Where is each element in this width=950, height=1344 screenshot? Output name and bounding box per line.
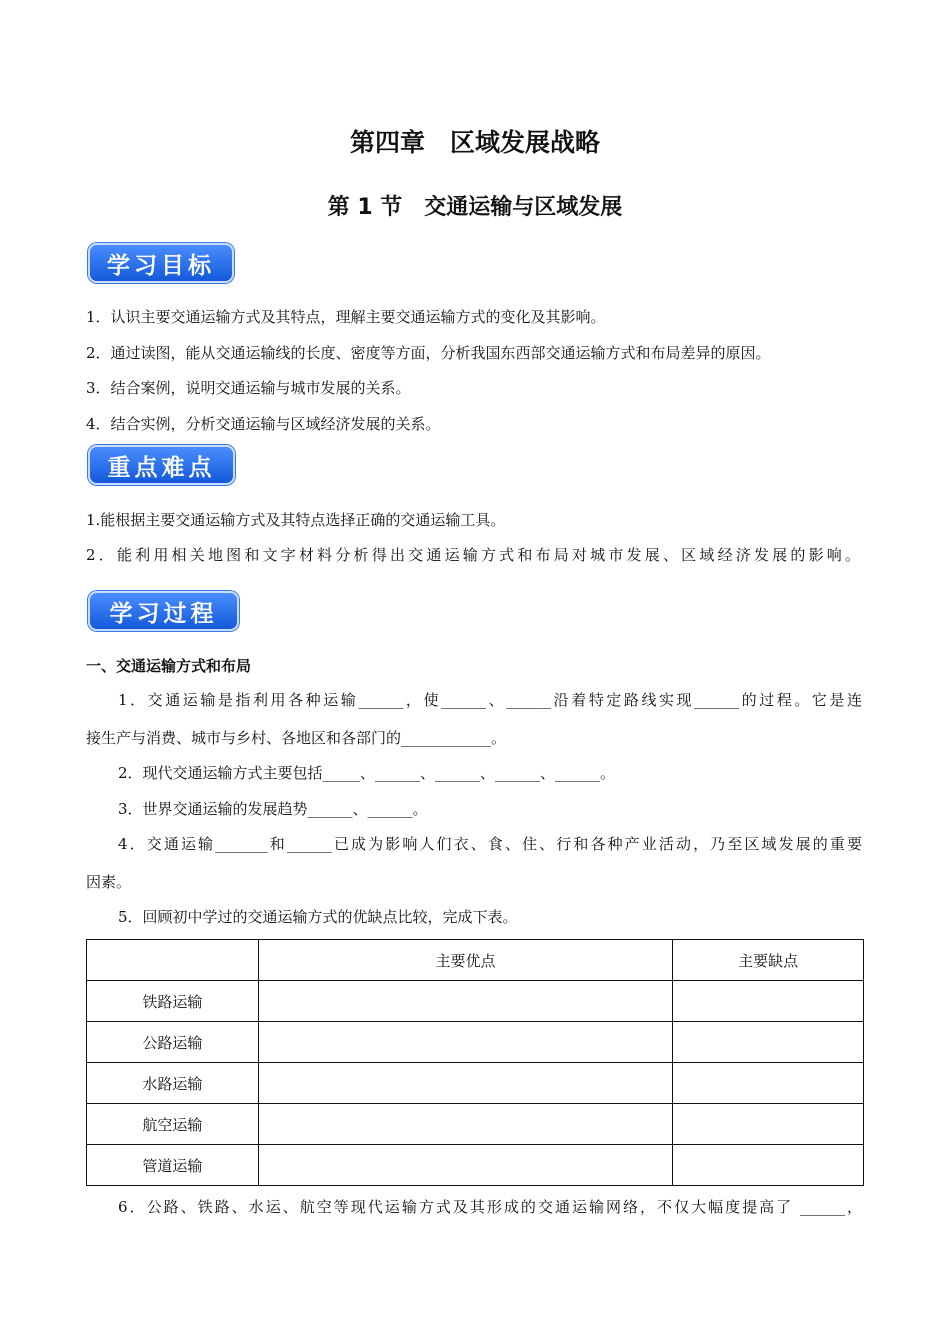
table-cell-advantages[interactable]	[258, 981, 672, 1022]
key-point-1: 1.能根据主要交通运输方式及其特点选择正确的交通运输工具。	[86, 511, 506, 529]
chapter-title: 第四章 区域发展战略	[349, 128, 600, 157]
table-cell-disadvantages[interactable]	[673, 1063, 864, 1104]
table-row-label: 管道运输	[87, 1145, 259, 1186]
table-row-label: 铁路运输	[87, 981, 259, 1022]
table-cell-disadvantages[interactable]	[673, 1145, 864, 1186]
table-cell-disadvantages[interactable]	[673, 1022, 864, 1063]
table-cell-advantages[interactable]	[258, 1022, 672, 1063]
question-1-line-1: 1．交通运输是指利用各种运输______，使______、______沿着特定路线实现______的过程。它是连	[118, 691, 862, 709]
section-title: 第 1 节 交通运输与区域发展	[327, 195, 623, 220]
goal-item-4: 4．结合实例，分析交通运输与区域经济发展的关系。	[86, 415, 441, 433]
question-4-line-1: 4．交通运输_______和______已成为影响人们衣、食、住、行和各种产业活动，乃至区域发展的重要	[118, 835, 862, 853]
table-header-blank	[87, 940, 259, 981]
table-row	[87, 1063, 864, 1104]
question-3: 3．世界交通运输的发展趋势______、______。	[118, 800, 428, 818]
table-cell-disadvantages[interactable]	[673, 1104, 864, 1145]
table-cell-disadvantages[interactable]	[673, 981, 864, 1022]
table-header-row	[87, 940, 864, 981]
goals-badge: 学习目标	[88, 243, 234, 283]
table-header-disadvantages: 主要缺点	[673, 940, 864, 981]
goal-item-1: 1．认识主要交通运输方式及其特点，理解主要交通运输方式的变化及其影响。	[86, 308, 606, 326]
goal-item-2: 2．通过读图，能从交通运输线的长度、密度等方面，分析我国东西部交通运输方式和布局差异的原因。	[86, 344, 771, 362]
question-6-line-1: 6．公路、铁路、水运、航空等现代运输方式及其形成的交通运输网络，不仅大幅度提高了 ______，	[118, 1198, 862, 1216]
question-4-line-2: 因素。	[86, 873, 132, 891]
key-point-2: 2．能利用相关地图和文字材料分析得出交通运输方式和布局对城市发展、区域经济发展的影响。	[86, 546, 860, 564]
question-2: 2．现代交通运输方式主要包括_____、______、______、______、______。	[118, 764, 616, 782]
goal-item-3: 3．结合案例，说明交通运输与城市发展的关系。	[86, 379, 411, 397]
question-5: 5．回顾初中学过的交通运输方式的优缺点比较，完成下表。	[118, 908, 518, 926]
table-cell-advantages[interactable]	[258, 1145, 672, 1186]
table-header-advantages: 主要优点	[258, 940, 672, 981]
table-row	[87, 1022, 864, 1063]
section-heading: 一、交通运输方式和布局	[86, 657, 252, 675]
process-badge: 学习过程	[88, 591, 239, 631]
table-row	[87, 1104, 864, 1145]
table-cell-advantages[interactable]	[258, 1104, 672, 1145]
table-cell-advantages[interactable]	[258, 1063, 672, 1104]
table-row	[87, 1145, 864, 1186]
table-row-label: 公路运输	[87, 1022, 259, 1063]
table-row	[87, 981, 864, 1022]
key-points-badge: 重点难点	[88, 445, 235, 485]
table-row-label: 水路运输	[87, 1063, 259, 1104]
transport-comparison-table	[86, 939, 864, 1186]
table-row-label: 航空运输	[87, 1104, 259, 1145]
question-1-line-2: 接生产与消费、城市与乡村、各地区和各部门的____________。	[86, 729, 507, 747]
